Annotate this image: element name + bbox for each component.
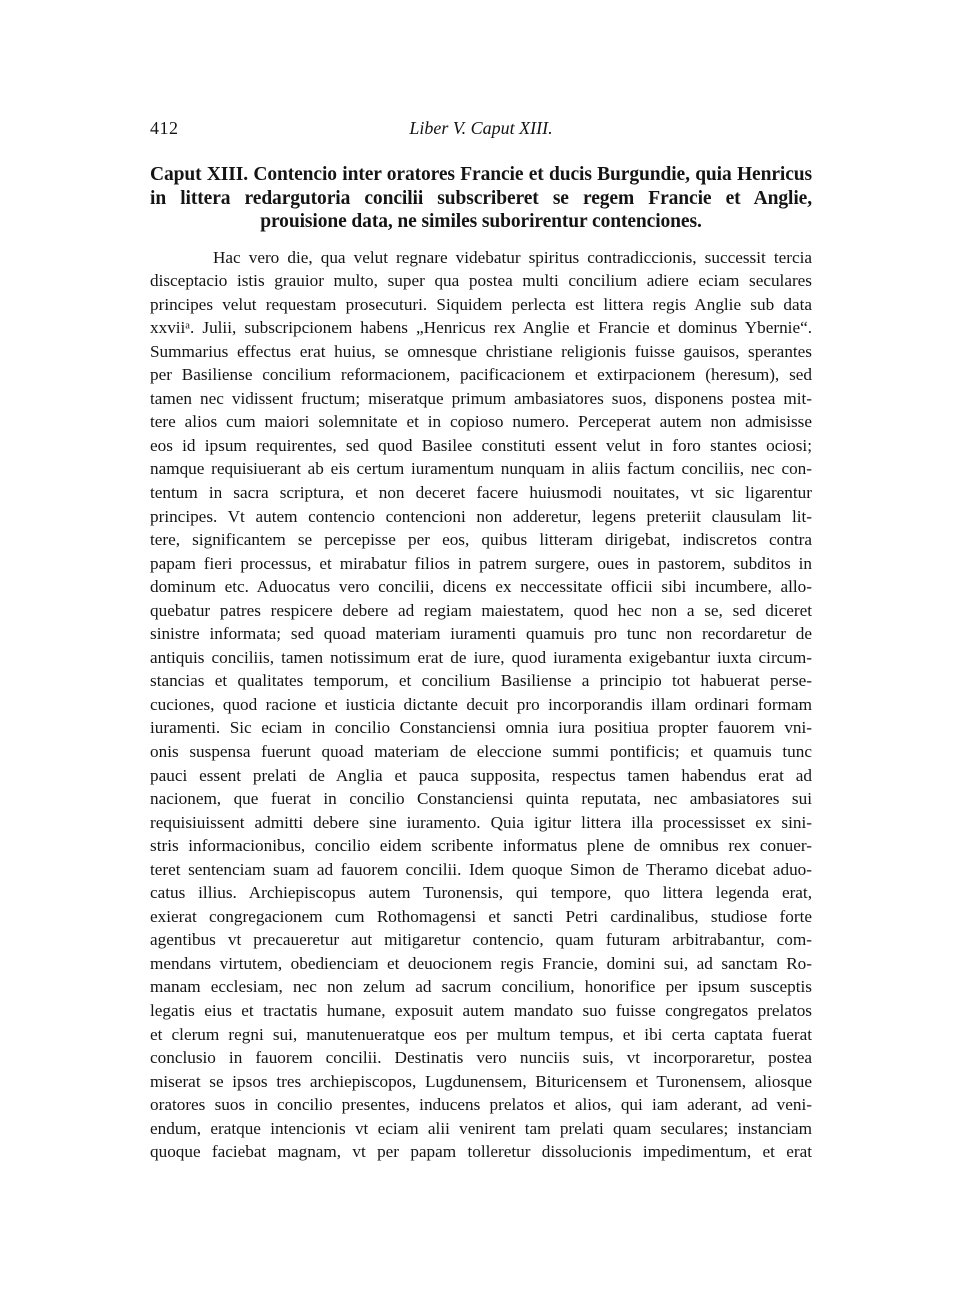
text-line: conclusio in fauorem concilii. Destinatis vero nunciis suis, vt incorporaretur, postea [150, 1048, 812, 1068]
text-line: tere, significantem se percepisse per eos, quibus litteram dirigebat, indiscretos contra [150, 530, 812, 550]
text-line: mendans virtutem, obedienciam et deuocionem regis Francie, domini sui, ad sanctam Ro- [150, 953, 812, 973]
text-line: onis suspensa fuerunt quoad materiam de eleccione summi pontificis; et quamuis tunc [150, 741, 812, 761]
text-line: quebatur patres respicere debere ad regiam maiestatem, quod hec non a se, sed diceret [150, 600, 812, 620]
text-line: xxviiᵃ. Julii, subscripcionem habens „Henricus rex Anglie et Francie et dominus Ybernie“. [150, 318, 812, 338]
text-line: principes velut requestam prosecuturi. Siquidem perlecta est littera regis Anglie sub data [150, 294, 812, 314]
text-line: catus illius. Archiepiscopus autem Turonensis, qui tempore, quo littera legenda erat, [150, 883, 812, 903]
text-line: papam fieri processus, et mirabatur filios in patrem surgere, oues in pastorem, subditos in [150, 553, 812, 573]
body-text [150, 246, 812, 1164]
text-line: iuramenti. Sic eciam in concilio Constanciensi omnia iura positiua propter fauorem vni- [150, 718, 812, 738]
text-line: miserat se ipsos tres archiepiscopos, Lugdunensem, Bituricensem et Turonensem, aliosque [150, 1071, 812, 1091]
text-line: tere alios cum maiori solemnitate et in copioso numero. Perceperat autem non admisisse [150, 412, 812, 432]
text-line: oratores suos in concilio presentes, inducens prelatos et alios, qui iam aderant, ad veni- [150, 1095, 812, 1115]
book-page [150, 118, 812, 1164]
text-line: quoque faciebat magnam, vt per papam tolleretur dissolucionis impedimentum, et erat [150, 1142, 812, 1162]
text-line: sinistre informata; sed quoad materiam iuramenti quamuis pro tunc non recordaretur de [150, 624, 812, 644]
text-line: principes. Vt autem contencio contencioni non adderetur, legens preteriit clausulam lit- [150, 506, 812, 526]
text-line: Summarius effectus erat huius, se omnesque christiane religionis fuisse gauisos, sperantes [150, 341, 812, 361]
text-line: cuciones, quod racione et iusticia dictante decuit pro incorporandis illam ordinari formam [150, 694, 812, 714]
text-line: eos id ipsum requirentes, sed quod Basilee constituti essent velut in foro stantes ociosi; [150, 435, 812, 455]
text-line: agentibus vt precaueretur aut mitigaretur contencio, quam futuram arbitrabantur, com- [150, 930, 812, 950]
text-line: et clerum regni sui, manutenueratque eos per multum tempus, et ibi certa captata fuerat [150, 1024, 812, 1044]
text-line: teret sentenciam suam ad fauorem concilii. Idem quoque Simon de Theramo dicebat aduo- [150, 859, 812, 879]
page-number: 412 [150, 118, 179, 138]
text-line: namque requisiuerant ab eis certum iuramentum nunquam in aliis factum conciliis, nec con- [150, 459, 812, 479]
text-line: disceptacio istis grauior multo, super qua postea multi concilium adiere eciam seculares [150, 271, 812, 291]
text-line: stancias et qualitates temporum, et concilium Basiliense a principio tot habuerat perse- [150, 671, 812, 691]
text-line: endum, eratque intencionis vt eciam alii venirent tam prelati quam seculares; instanciam [150, 1118, 812, 1138]
running-title: Liber V. Caput XIII. [409, 118, 553, 138]
running-header [150, 118, 812, 144]
chapter-heading: Caput XIII. Contencio inter oratores Francie et ducis Burgundie, quia Henricus in littera redargutoria concilii subscriberet se regem Francie et Anglie, prouisione data, ne similes suborirentur contenciones. [150, 164, 812, 232]
text-line: dominum etc. Aduocatus vero concilii, dicens ex neccessitate officii sibi incumbere, allo- [150, 577, 812, 597]
text-line: manam ecclesiam, nec non zelum ad sacrum concilium, honorifice per ipsum susceptis [150, 977, 812, 997]
text-line: pauci essent prelati de Anglia et pauca supposita, respectus tamen habendus erat ad [150, 765, 812, 785]
text-line: stris informacionibus, concilio eidem scribente informatus plene de omnibus rex conuer- [150, 836, 812, 856]
text-line: legatis eius et tractatis humane, exposuit autem mandato suo fuisse congregatos prelatos [150, 1001, 812, 1020]
text-line: Hac vero die, qua velut regnare videbatur spiritus contradiccionis, successit tercia [213, 247, 812, 267]
text-line: per Basiliense concilium reformacionem, pacificacionem et extirpacionem (heresum), sed [150, 365, 812, 385]
text-line: tamen nec vidissent fructum; miseratque primum ambasiatores suos, disponens postea mit- [150, 388, 812, 408]
text-line: tentum in sacra scriptura, et non deceret facere huiusmodi nouitates, vt sic ligarentur [150, 482, 812, 502]
text-line: nacionem, que fuerat in concilio Constanciensi quinta reputata, nec ambasiatores sui [150, 789, 812, 809]
text-line: antiquis conciliis, tamen notissimum erat de iure, quod iuramenta exigebantur iuxta circum- [150, 647, 812, 667]
text-line: requisiuissent admitti debere sine iuramento. Quia igitur littera illa processisset ex sini- [150, 812, 812, 832]
text-line: exierat congregacionem cum Rothomagensi et sancti Petri cardinalibus, studiose forte [150, 906, 812, 926]
